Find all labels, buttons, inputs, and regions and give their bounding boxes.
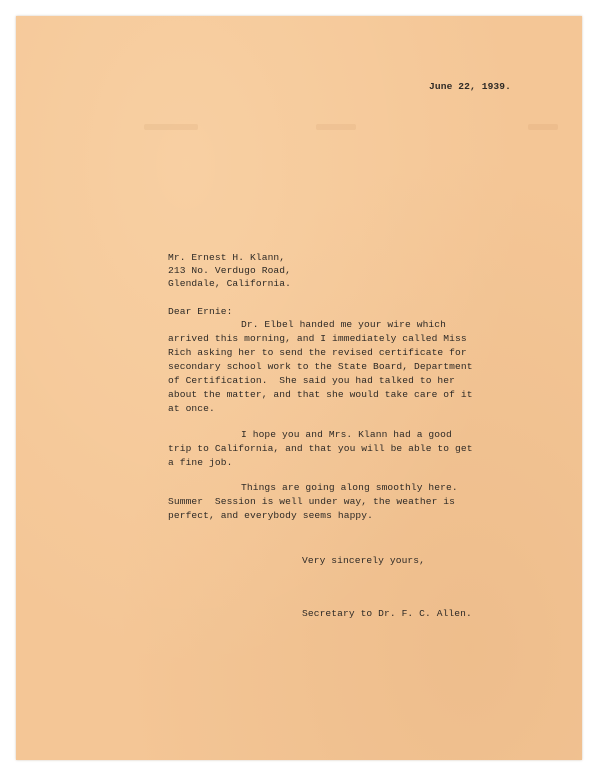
body-line: secondary school work to the State Board, Department — [168, 361, 473, 372]
show-through-mark — [528, 124, 558, 130]
body-line: Things are going along smoothly here. — [241, 482, 458, 493]
letter-page — [16, 16, 582, 760]
recipient-city: Glendale, California. — [168, 278, 292, 289]
body-line: at once. — [168, 403, 215, 414]
recipient-street: 213 No. Verdugo Road, — [168, 265, 292, 276]
body-line: I hope you and Mrs. Klann had a good — [241, 429, 452, 440]
letter-date: June 22, 1939. — [429, 81, 512, 92]
signature-line: Secretary to Dr. F. C. Allen. — [302, 608, 472, 619]
body-line: Summer Session is well under way, the weather is — [168, 496, 456, 507]
body-line: a fine job. — [168, 457, 233, 468]
body-line: of Certification. She said you had talked to her — [168, 375, 456, 386]
recipient-name: Mr. Ernest H. Klann, — [168, 252, 286, 263]
body-line: trip to California, and that you will be able to get — [168, 443, 473, 454]
show-through-mark — [144, 124, 198, 130]
show-through-mark — [316, 124, 356, 130]
body-line: about the matter, and that she would take care of it — [168, 389, 473, 400]
body-line: Dr. Elbel handed me your wire which — [241, 319, 447, 330]
body-line: arrived this morning, and I immediately called Miss — [168, 333, 467, 344]
salutation: Dear Ernie: — [168, 306, 233, 317]
complimentary-close: Very sincerely yours, — [302, 555, 426, 566]
body-line: Rich asking her to send the revised certificate for — [168, 347, 467, 358]
body-line: perfect, and everybody seems happy. — [168, 510, 374, 521]
